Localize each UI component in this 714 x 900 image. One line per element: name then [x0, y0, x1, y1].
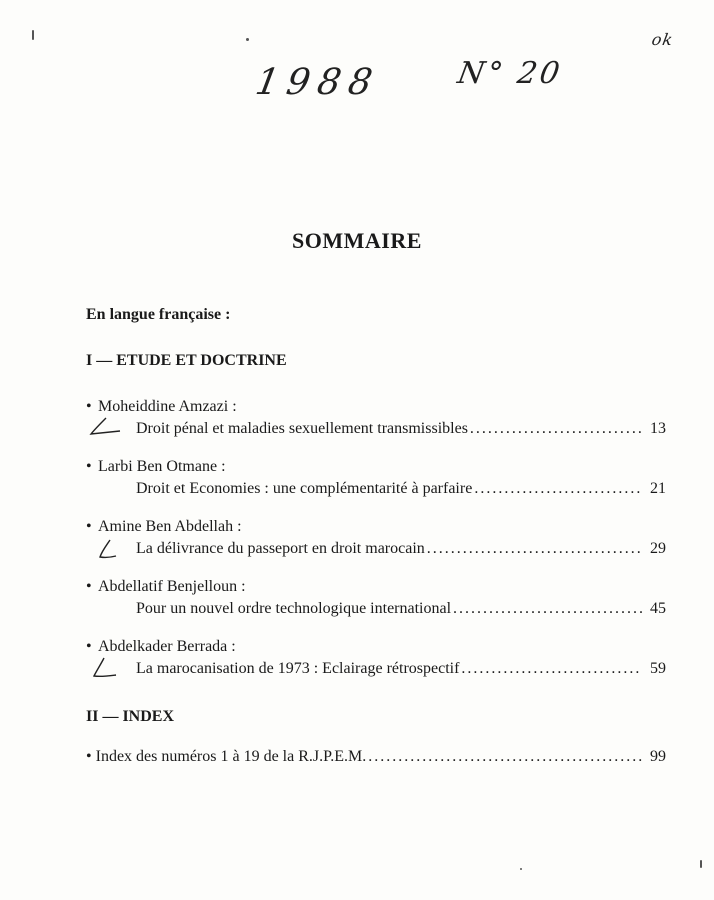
page-title: SOMMAIRE	[292, 228, 422, 253]
bullet-icon: •	[86, 398, 92, 415]
page-number: 59	[650, 660, 666, 677]
article-title: Droit pénal et maladies sexuellement transmissibles	[136, 420, 468, 437]
index-title-text: Index des numéros 1 à 19 de la R.J.P.E.M.	[95, 748, 367, 765]
bullet-icon: •	[86, 638, 92, 655]
dot-leader	[474, 480, 642, 498]
scan-mark	[32, 30, 34, 40]
handwritten-check-icon	[90, 656, 124, 680]
scan-mark	[700, 860, 702, 868]
dot-leader	[461, 660, 642, 678]
toc-entry	[136, 480, 666, 498]
page-number: 21	[650, 480, 666, 497]
bullet-icon: •	[86, 748, 96, 765]
author-line	[86, 518, 242, 536]
dot-leader	[368, 748, 642, 766]
author-line	[86, 578, 246, 596]
bullet-icon: •	[86, 458, 92, 475]
article-title: La délivrance du passeport en droit marocain	[136, 540, 425, 557]
handwritten-check-icon	[88, 414, 122, 438]
dot-leader	[427, 540, 642, 558]
section-heading-etude: I — ETUDE ET DOCTRINE	[86, 352, 287, 369]
author-line	[86, 638, 236, 656]
article-title: Droit et Economies : une complémentarité à parfaire	[136, 480, 473, 497]
scan-mark	[520, 868, 522, 870]
toc-entry	[136, 600, 666, 618]
page-number: 45	[650, 600, 666, 617]
author-name: Abdelkader Berrada :	[98, 638, 236, 655]
dot-leader	[470, 420, 642, 438]
page-number: 29	[650, 540, 666, 557]
author-line	[86, 458, 226, 476]
language-heading: En langue française :	[86, 306, 231, 323]
bullet-icon: •	[86, 518, 92, 535]
author-name: Abdellatif Benjelloun :	[98, 578, 246, 595]
bullet-icon: •	[86, 578, 92, 595]
dot-leader	[453, 600, 642, 618]
page-number: 13	[650, 420, 666, 437]
toc-entry	[136, 420, 666, 438]
toc-entry-index	[86, 748, 666, 766]
handwritten-year: 1988	[252, 62, 384, 103]
article-title: Pour un nouvel ordre technologique international	[136, 600, 452, 617]
page-number: 99	[650, 748, 666, 765]
toc-entry	[136, 540, 666, 558]
index-title	[86, 748, 366, 766]
article-title: La marocanisation de 1973 : Eclairage rétrospectif	[136, 660, 460, 677]
handwritten-check-icon	[94, 538, 128, 562]
author-name: Larbi Ben Otmane :	[98, 458, 226, 475]
handwritten-issue-number: N° 20	[454, 56, 566, 91]
section-heading-index: II — INDEX	[86, 708, 175, 725]
scan-mark	[246, 38, 249, 41]
author-name: Amine Ben Abdellah :	[98, 518, 242, 535]
author-name: Moheiddine Amzazi :	[98, 398, 237, 415]
handwritten-ok-mark: ok	[650, 30, 676, 49]
toc-entry	[136, 660, 666, 678]
